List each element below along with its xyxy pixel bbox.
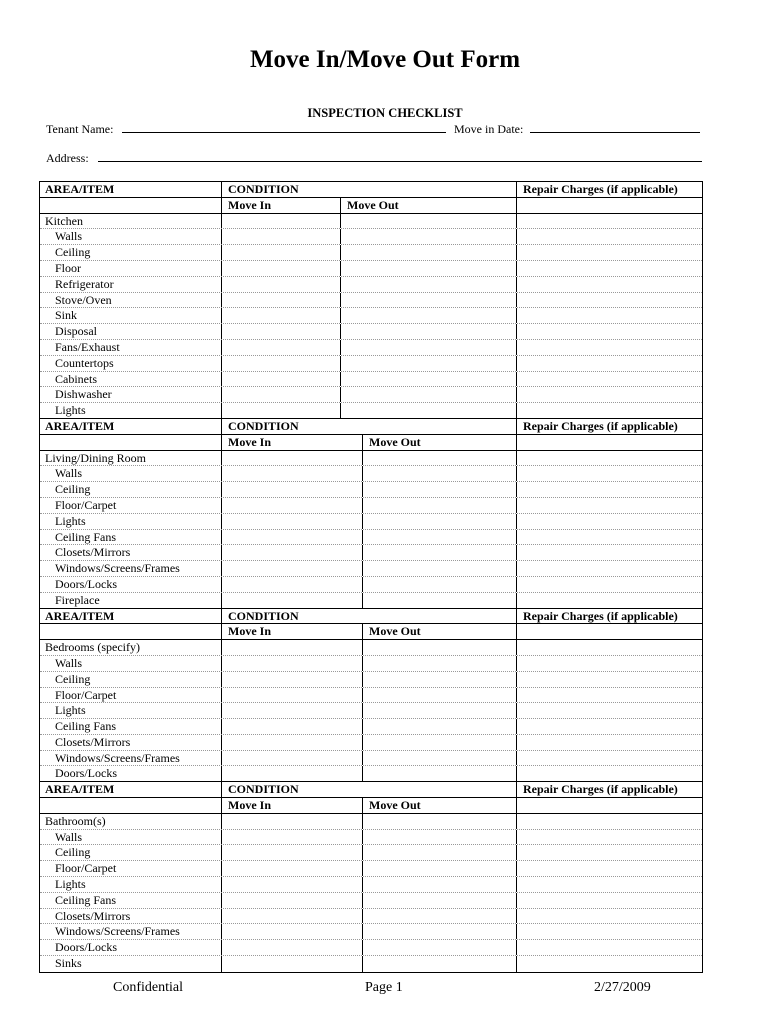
move-in-cell[interactable] <box>221 940 362 955</box>
item-label: Ceiling <box>55 845 91 860</box>
repair-cell[interactable] <box>516 577 702 592</box>
section-3 <box>40 609 702 783</box>
repair-cell[interactable] <box>516 877 702 892</box>
repair-cell[interactable] <box>516 766 702 781</box>
repair-cell[interactable] <box>516 324 702 339</box>
item-label: Walls <box>55 655 83 670</box>
repair-cell[interactable] <box>516 640 702 655</box>
move-in-cell[interactable] <box>221 577 362 592</box>
repair-cell[interactable] <box>516 956 702 972</box>
item-label: Refrigerator <box>55 276 114 291</box>
table-row <box>40 751 702 767</box>
item-label: Walls <box>55 229 83 244</box>
table-row <box>40 498 702 514</box>
table-row <box>40 261 702 277</box>
table-row <box>40 545 702 561</box>
item-label: Fans/Exhaust <box>55 339 120 354</box>
move-in-cell[interactable] <box>221 688 362 703</box>
move-in-header: Move In <box>228 798 271 813</box>
move-out-cell[interactable] <box>340 293 516 308</box>
move-out-cell[interactable] <box>362 814 516 829</box>
condition-header: CONDITION <box>228 608 299 623</box>
repair-cell[interactable] <box>516 814 702 829</box>
address-label: Address: <box>46 151 89 165</box>
move-in-header: Move In <box>228 197 271 212</box>
item-label: Lights <box>55 877 86 892</box>
table-row <box>40 340 702 356</box>
move-out-cell[interactable] <box>340 214 516 229</box>
header-row <box>40 182 702 198</box>
repair-cell[interactable] <box>516 277 702 292</box>
area-item-header: AREA/ITEM <box>45 182 115 196</box>
move-out-cell[interactable] <box>362 861 516 876</box>
item-label: Sink <box>55 308 78 323</box>
header-row <box>40 419 702 435</box>
move-in-cell[interactable] <box>221 893 362 908</box>
move-in-header: Move In <box>228 434 271 449</box>
table-row <box>40 229 702 245</box>
condition-header: CONDITION <box>228 182 299 196</box>
move-in-date-label: Move in Date: <box>454 122 524 136</box>
item-label: Fireplace <box>55 592 100 607</box>
move-out-cell[interactable] <box>362 451 516 466</box>
item-label: Closets/Mirrors <box>55 734 131 749</box>
header-row <box>40 624 702 640</box>
table-row <box>40 293 702 309</box>
item-label: Ceiling <box>55 482 91 497</box>
move-in-cell[interactable] <box>221 861 362 876</box>
move-out-cell[interactable] <box>362 672 516 687</box>
item-label: Ceiling <box>55 245 91 260</box>
condition-header: CONDITION <box>228 418 299 433</box>
move-out-cell[interactable] <box>362 498 516 513</box>
item-label: Windows/Screens/Frames <box>55 750 180 765</box>
move-out-cell[interactable] <box>340 387 516 402</box>
move-out-cell[interactable] <box>362 530 516 545</box>
move-out-cell[interactable] <box>362 656 516 671</box>
repair-cell[interactable] <box>516 735 702 750</box>
move-out-cell[interactable] <box>362 924 516 939</box>
move-in-cell[interactable] <box>221 640 362 655</box>
move-out-cell[interactable] <box>362 561 516 576</box>
item-label: Closets/Mirrors <box>55 545 131 560</box>
repair-cell[interactable] <box>516 498 702 513</box>
move-in-cell[interactable] <box>221 814 362 829</box>
repair-cell[interactable] <box>516 940 702 955</box>
condition-header: CONDITION <box>228 782 299 797</box>
move-in-cell[interactable] <box>221 387 340 402</box>
footer-date: 2/27/2009 <box>594 980 651 995</box>
item-label: Closets/Mirrors <box>55 908 131 923</box>
move-out-cell[interactable] <box>362 545 516 560</box>
item-label: Countertops <box>55 355 114 370</box>
table-row <box>40 514 702 530</box>
repair-cell[interactable] <box>516 893 702 908</box>
repair-cell[interactable] <box>516 451 702 466</box>
table-row <box>40 703 702 719</box>
repair-cell[interactable] <box>516 482 702 497</box>
repair-cell[interactable] <box>516 719 702 734</box>
move-out-cell[interactable] <box>340 340 516 355</box>
table-row <box>40 561 702 577</box>
move-out-cell[interactable] <box>340 245 516 260</box>
area-row <box>40 451 702 467</box>
item-label: Stove/Oven <box>55 292 112 307</box>
area-row <box>40 214 702 230</box>
move-in-cell[interactable] <box>221 593 362 608</box>
repair-cell[interactable] <box>516 214 702 229</box>
address-field[interactable] <box>46 151 702 166</box>
table-row <box>40 909 702 925</box>
table-row <box>40 688 702 704</box>
move-in-cell[interactable] <box>221 498 362 513</box>
move-in-cell[interactable] <box>221 261 340 276</box>
move-in-cell[interactable] <box>221 703 362 718</box>
move-in-cell[interactable] <box>221 277 340 292</box>
item-label: Floor <box>55 260 82 275</box>
item-label: Walls <box>55 829 83 844</box>
footer-confidential: Confidential <box>113 980 183 995</box>
move-out-cell[interactable] <box>362 514 516 529</box>
repair-cell[interactable] <box>516 909 702 924</box>
move-in-cell[interactable] <box>221 672 362 687</box>
move-in-cell[interactable] <box>221 308 340 323</box>
move-out-cell[interactable] <box>340 308 516 323</box>
repair-cell[interactable] <box>516 830 702 845</box>
move-out-cell[interactable] <box>362 909 516 924</box>
header-row <box>40 435 702 451</box>
table-row <box>40 830 702 846</box>
repair-cell[interactable] <box>516 845 702 860</box>
repair-cell[interactable] <box>516 245 702 260</box>
table-row <box>40 735 702 751</box>
move-in-cell[interactable] <box>221 877 362 892</box>
repair-charges-header: Repair Charges (if applicable) <box>523 182 678 196</box>
move-in-cell[interactable] <box>221 561 362 576</box>
move-out-cell[interactable] <box>362 893 516 908</box>
move-out-cell[interactable] <box>340 229 516 244</box>
tenant-name-line[interactable] <box>122 122 446 133</box>
move-in-cell[interactable] <box>221 245 340 260</box>
move-in-cell[interactable] <box>221 214 340 229</box>
table-row <box>40 861 702 877</box>
repair-cell[interactable] <box>516 530 702 545</box>
repair-cell[interactable] <box>516 387 702 402</box>
footer-page-number: Page 1 <box>365 980 403 995</box>
move-out-cell[interactable] <box>362 593 516 608</box>
table-row <box>40 593 702 609</box>
move-out-cell[interactable] <box>362 940 516 955</box>
item-label: Windows/Screens/Frames <box>55 561 180 576</box>
item-label: Ceiling Fans <box>55 892 117 907</box>
move-out-cell[interactable] <box>362 640 516 655</box>
area-label: Living/Dining Room <box>45 450 147 465</box>
table-row <box>40 356 702 372</box>
move-in-cell[interactable] <box>221 545 362 560</box>
move-in-header: Move In <box>228 624 271 639</box>
area-row <box>40 814 702 830</box>
item-label: Cabinets <box>55 371 97 386</box>
repair-cell[interactable] <box>516 703 702 718</box>
move-out-cell[interactable] <box>362 735 516 750</box>
repair-cell[interactable] <box>516 356 702 371</box>
move-in-cell[interactable] <box>221 229 340 244</box>
table-row <box>40 277 702 293</box>
table-row <box>40 719 702 735</box>
move-in-cell[interactable] <box>221 845 362 860</box>
table-row <box>40 577 702 593</box>
area-item-header: AREA/ITEM <box>45 782 115 797</box>
area-label: Bathroom(s) <box>45 813 106 828</box>
move-out-cell[interactable] <box>362 830 516 845</box>
table-row <box>40 956 702 972</box>
table-row <box>40 482 702 498</box>
move-in-cell[interactable] <box>221 293 340 308</box>
table-row <box>40 877 702 893</box>
area-item-header: AREA/ITEM <box>45 418 115 433</box>
table-row <box>40 845 702 861</box>
repair-cell[interactable] <box>516 372 702 387</box>
move-in-cell[interactable] <box>221 751 362 766</box>
move-out-header: Move Out <box>347 197 399 212</box>
move-in-cell[interactable] <box>221 466 362 481</box>
item-label: Sinks <box>55 956 82 971</box>
page-subtitle: INSPECTION CHECKLIST <box>307 106 463 120</box>
move-out-cell[interactable] <box>362 845 516 860</box>
table-row <box>40 924 702 940</box>
table-row <box>40 656 702 672</box>
item-label: Lights <box>55 513 86 528</box>
repair-cell[interactable] <box>516 261 702 276</box>
item-label: Walls <box>55 466 83 481</box>
area-item-header: AREA/ITEM <box>45 608 115 623</box>
area-label: Bedrooms (specify) <box>45 640 140 655</box>
item-label: Floor/Carpet <box>55 861 117 876</box>
move-in-date-line[interactable] <box>530 122 700 133</box>
table-row <box>40 387 702 403</box>
item-label: Ceiling Fans <box>55 719 117 734</box>
move-in-cell[interactable] <box>221 372 340 387</box>
table-row <box>40 403 702 419</box>
item-label: Lights <box>55 403 86 418</box>
header-row <box>40 782 702 798</box>
move-in-cell[interactable] <box>221 656 362 671</box>
repair-cell[interactable] <box>516 924 702 939</box>
move-out-cell[interactable] <box>362 877 516 892</box>
move-in-cell[interactable] <box>221 719 362 734</box>
item-label: Doors/Locks <box>55 576 117 591</box>
section-2 <box>40 419 702 609</box>
move-out-cell[interactable] <box>362 466 516 481</box>
header-row <box>40 609 702 625</box>
item-label: Doors/Locks <box>55 940 117 955</box>
address-line[interactable] <box>98 151 702 162</box>
tenant-name-label: Tenant Name: <box>46 122 114 136</box>
repair-cell[interactable] <box>516 514 702 529</box>
repair-cell[interactable] <box>516 751 702 766</box>
move-in-cell[interactable] <box>221 735 362 750</box>
header-row <box>40 198 702 214</box>
repair-cell[interactable] <box>516 561 702 576</box>
move-in-date-field[interactable] <box>454 122 700 137</box>
move-out-cell[interactable] <box>362 719 516 734</box>
move-in-cell[interactable] <box>221 482 362 497</box>
move-out-cell[interactable] <box>340 277 516 292</box>
table-row <box>40 766 702 782</box>
item-label: Doors/Locks <box>55 766 117 781</box>
move-in-cell[interactable] <box>221 924 362 939</box>
repair-charges-header: Repair Charges (if applicable) <box>523 418 678 433</box>
move-out-cell[interactable] <box>340 372 516 387</box>
move-out-cell[interactable] <box>362 766 516 781</box>
table-row <box>40 530 702 546</box>
move-out-cell[interactable] <box>362 577 516 592</box>
move-out-cell[interactable] <box>340 261 516 276</box>
move-out-cell[interactable] <box>340 403 516 418</box>
move-in-cell[interactable] <box>221 324 340 339</box>
repair-charges-header: Repair Charges (if applicable) <box>523 782 678 797</box>
move-out-header: Move Out <box>369 434 421 449</box>
repair-charges-header: Repair Charges (if applicable) <box>523 608 678 623</box>
table-row <box>40 372 702 388</box>
table-row <box>40 940 702 956</box>
move-in-cell[interactable] <box>221 956 362 972</box>
item-label: Floor/Carpet <box>55 497 117 512</box>
table-row <box>40 466 702 482</box>
move-in-cell[interactable] <box>221 340 340 355</box>
move-out-cell[interactable] <box>362 751 516 766</box>
repair-cell[interactable] <box>516 688 702 703</box>
item-label: Floor/Carpet <box>55 687 117 702</box>
move-out-cell[interactable] <box>340 356 516 371</box>
move-in-cell[interactable] <box>221 830 362 845</box>
page-title: Move In/Move Out Form <box>249 46 521 73</box>
table-row <box>40 893 702 909</box>
item-label: Lights <box>55 703 86 718</box>
item-label: Dishwasher <box>55 387 112 402</box>
move-out-cell[interactable] <box>362 688 516 703</box>
table-row <box>40 324 702 340</box>
table-row <box>40 672 702 688</box>
repair-cell[interactable] <box>516 293 702 308</box>
move-in-cell[interactable] <box>221 356 340 371</box>
repair-cell[interactable] <box>516 672 702 687</box>
repair-cell[interactable] <box>516 403 702 418</box>
tenant-name-field[interactable] <box>46 122 446 137</box>
repair-cell[interactable] <box>516 593 702 608</box>
repair-cell[interactable] <box>516 340 702 355</box>
table-row <box>40 245 702 261</box>
repair-cell[interactable] <box>516 466 702 481</box>
repair-cell[interactable] <box>516 229 702 244</box>
repair-cell[interactable] <box>516 861 702 876</box>
move-out-header: Move Out <box>369 798 421 813</box>
repair-cell[interactable] <box>516 545 702 560</box>
move-in-cell[interactable] <box>221 514 362 529</box>
move-in-cell[interactable] <box>221 451 362 466</box>
move-in-cell[interactable] <box>221 909 362 924</box>
item-label: Disposal <box>55 324 97 339</box>
move-out-cell[interactable] <box>362 482 516 497</box>
move-out-cell[interactable] <box>340 324 516 339</box>
repair-cell[interactable] <box>516 308 702 323</box>
move-in-cell[interactable] <box>221 766 362 781</box>
move-out-cell[interactable] <box>362 956 516 972</box>
table-row <box>40 308 702 324</box>
header-row <box>40 798 702 814</box>
inspection-table <box>39 181 703 973</box>
item-label: Ceiling Fans <box>55 529 117 544</box>
move-out-header: Move Out <box>369 624 421 639</box>
item-label: Windows/Screens/Frames <box>55 924 180 939</box>
move-in-cell[interactable] <box>221 403 340 418</box>
area-label: Kitchen <box>45 213 83 228</box>
section-1 <box>40 182 702 419</box>
section-4 <box>40 782 702 972</box>
move-in-cell[interactable] <box>221 530 362 545</box>
area-row <box>40 640 702 656</box>
move-out-cell[interactable] <box>362 703 516 718</box>
repair-cell[interactable] <box>516 656 702 671</box>
item-label: Ceiling <box>55 671 91 686</box>
